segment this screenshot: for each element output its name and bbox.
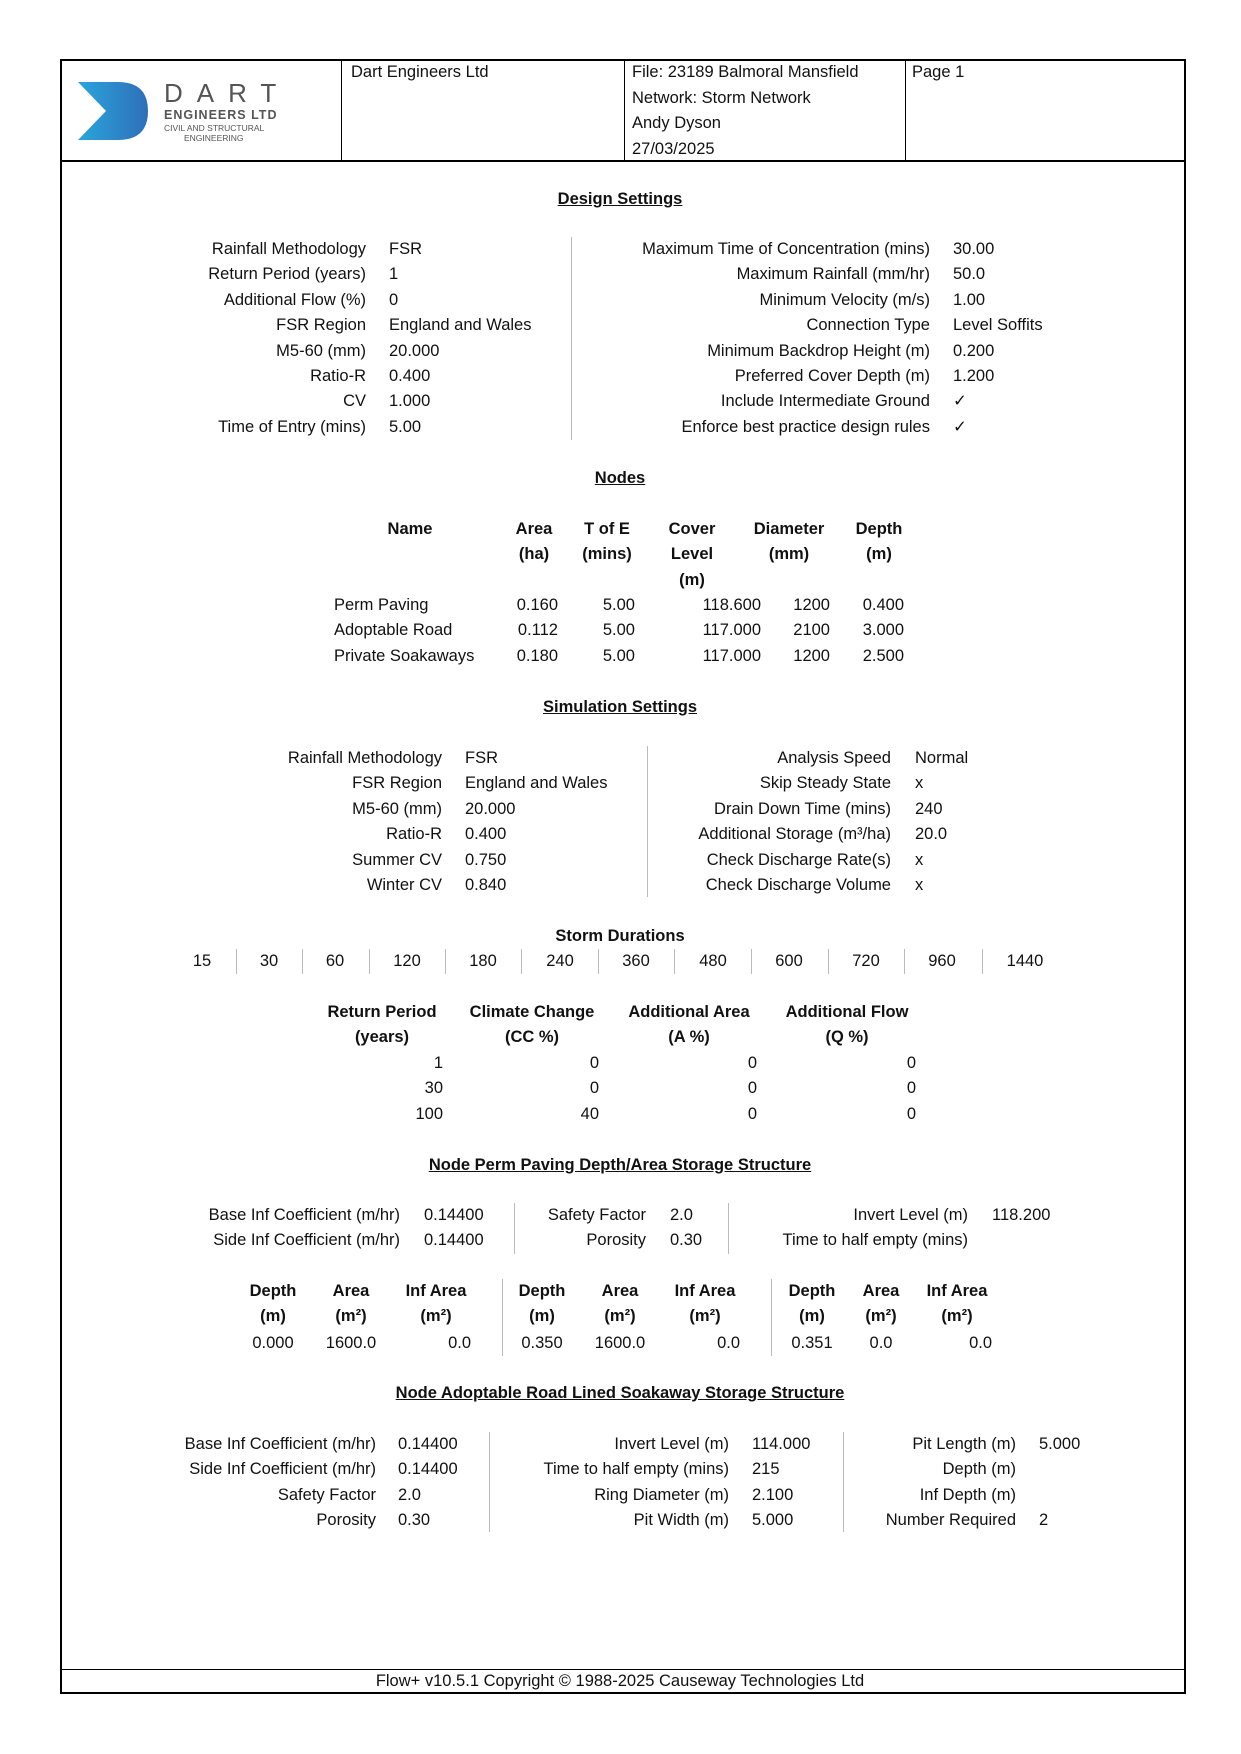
table-cell: 40	[580, 1104, 599, 1123]
dart-logo	[66, 70, 330, 152]
table-header: Inf Area	[405, 1282, 467, 1300]
table-cell: 0	[589, 1054, 599, 1072]
setting-value: 0.14400	[398, 1435, 458, 1453]
table-cell: 5.00	[602, 646, 635, 665]
setting-label: Ratio-R	[386, 825, 442, 844]
section-title-adoptable-road: Node Adoptable Road Lined Soakaway Storage Structure	[395, 1384, 845, 1402]
column-divider	[647, 746, 648, 897]
setting-label: FSR Region	[352, 774, 442, 793]
setting-value: 0.200	[953, 341, 995, 360]
duration-divider	[236, 949, 237, 974]
svg-text:ENGINEERS LTD: ENGINEERS LTD	[164, 108, 278, 122]
table-cell: 0	[747, 1104, 757, 1123]
duration-divider	[828, 949, 829, 974]
setting-label: Pit Width (m)	[633, 1511, 729, 1530]
table-cell: 0.0	[448, 1334, 471, 1352]
section-title-nodes: Nodes	[594, 469, 646, 487]
footer-copyright: Flow+ v10.5.1 Copyright © 1988-2025 Causeway Technologies Ltd	[375, 1672, 865, 1690]
setting-label: Base Inf Coefficient (m/hr)	[208, 1206, 400, 1224]
table-header: (mins)	[582, 545, 632, 564]
duration-divider	[904, 949, 905, 974]
setting-value: FSR	[389, 240, 422, 258]
setting-label: Minimum Velocity (m/s)	[759, 290, 930, 309]
setting-value: 20.000	[389, 341, 440, 360]
duration-divider	[521, 949, 522, 974]
table-header: (m²)	[420, 1307, 452, 1326]
setting-label: Side Inf Coefficient (m/hr)	[189, 1460, 376, 1479]
table-cell: 2100	[793, 621, 830, 640]
setting-label: Drain Down Time (mins)	[714, 799, 891, 818]
table-cell: 30	[424, 1079, 443, 1098]
setting-label: Additional Flow (%)	[223, 290, 366, 309]
duration-divider	[982, 949, 983, 974]
setting-label: Invert Level (m)	[853, 1206, 968, 1224]
table-cell: 1200	[793, 646, 830, 665]
table-header: (m²)	[335, 1307, 367, 1326]
table-cell: 0.350	[521, 1334, 563, 1352]
storm-duration: 180	[469, 952, 497, 970]
network-name: Network: Storm Network	[632, 88, 811, 107]
table-header: (A %)	[668, 1028, 710, 1047]
table-header: (mm)	[768, 545, 810, 564]
storm-duration: 960	[928, 952, 956, 970]
table-header: Depth	[249, 1282, 297, 1300]
setting-value: ✓	[953, 392, 967, 411]
table-cell: 100	[415, 1104, 443, 1123]
table-header: Inf Area	[674, 1282, 736, 1300]
setting-value: 0.400	[465, 825, 507, 844]
header-col-divider	[624, 59, 625, 161]
table-cell: 1200	[793, 596, 830, 614]
column-divider	[571, 237, 572, 440]
setting-label: Maximum Time of Concentration (mins)	[642, 240, 930, 258]
setting-value: England and Wales	[465, 774, 608, 793]
setting-value: 1.200	[953, 367, 995, 385]
svg-text:ENGINEERING: ENGINEERING	[184, 133, 244, 143]
setting-label: Time to half empty (mins)	[543, 1460, 729, 1479]
table-header: (m)	[529, 1307, 555, 1326]
table-cell: 0.112	[517, 621, 558, 640]
node-name: Adoptable Road	[334, 621, 453, 640]
setting-value: 2	[1039, 1511, 1049, 1530]
table-header: Inf Area	[926, 1282, 988, 1300]
column-divider	[843, 1432, 844, 1532]
column-divider	[771, 1279, 772, 1356]
setting-value: ✓	[953, 417, 967, 436]
column-divider	[489, 1432, 490, 1532]
table-cell: 3.000	[862, 621, 904, 640]
table-header: Additional Flow	[785, 1003, 909, 1021]
header-col-divider	[341, 59, 342, 161]
node-name: Private Soakaways	[334, 646, 475, 665]
setting-label: Additional Storage (m³/ha)	[698, 825, 891, 844]
file-name: File: 23189 Balmoral Mansfield	[632, 63, 859, 81]
setting-label: Maximum Rainfall (mm/hr)	[736, 265, 930, 284]
setting-label: Inf Depth (m)	[919, 1485, 1016, 1504]
table-cell: 0.0	[969, 1334, 992, 1352]
table-header: (m)	[679, 570, 705, 589]
setting-label: Rainfall Methodology	[211, 240, 366, 258]
header-col-divider	[905, 59, 906, 161]
table-header: Depth	[855, 520, 903, 538]
column-divider	[502, 1279, 503, 1356]
setting-label: Include Intermediate Ground	[720, 392, 930, 411]
setting-label: Porosity	[586, 1231, 646, 1250]
table-cell: 0.180	[516, 646, 558, 665]
table-header: (m)	[799, 1307, 825, 1326]
storm-duration: 30	[259, 952, 279, 970]
table-cell: 0.351	[791, 1334, 833, 1352]
duration-divider	[445, 949, 446, 974]
setting-value: 0.400	[389, 367, 431, 385]
setting-value: 0.750	[465, 850, 507, 869]
table-header: T of E	[584, 520, 630, 538]
author: Andy Dyson	[632, 114, 721, 132]
table-header: Additional Area	[628, 1003, 750, 1021]
setting-label: Ring Diameter (m)	[594, 1485, 729, 1504]
setting-label: Check Discharge Rate(s)	[706, 850, 891, 869]
setting-value: 2.0	[398, 1485, 421, 1504]
duration-divider	[598, 949, 599, 974]
table-cell: 5.00	[602, 621, 635, 640]
storm-duration: 600	[775, 952, 803, 970]
setting-label: CV	[343, 392, 366, 411]
setting-value: Normal	[915, 749, 969, 767]
table-cell: 2.500	[862, 646, 904, 665]
table-cell: 0	[747, 1079, 757, 1098]
table-header: Return Period	[327, 1003, 437, 1021]
table-cell: 1	[433, 1054, 443, 1072]
table-header: Depth	[788, 1282, 836, 1300]
table-header: Area	[862, 1282, 900, 1300]
table-cell: 1600.0	[594, 1334, 646, 1352]
setting-label: Safety Factor	[277, 1485, 376, 1504]
table-cell: 0.0	[869, 1334, 893, 1352]
setting-label: M5-60 (mm)	[276, 341, 366, 360]
table-header: (Q %)	[825, 1028, 869, 1047]
table-cell: 0.0	[717, 1334, 740, 1352]
setting-value: 1.00	[953, 290, 986, 309]
table-header: (m²)	[941, 1307, 973, 1326]
section-title-simulation-settings: Simulation Settings	[542, 698, 698, 716]
setting-value: x	[915, 774, 924, 793]
storm-duration: 240	[546, 952, 574, 970]
table-header: Cover	[668, 520, 716, 538]
setting-value: 5.000	[752, 1511, 794, 1530]
storm-duration: 720	[852, 952, 880, 970]
setting-label: Time to half empty (mins)	[782, 1231, 968, 1250]
footer-divider	[60, 1669, 1186, 1670]
table-cell: 0.400	[862, 596, 904, 614]
table-header: Area	[601, 1282, 639, 1300]
setting-value: 0.840	[465, 876, 507, 894]
setting-value: 0.14400	[398, 1460, 458, 1479]
date: 27/03/2025	[632, 139, 715, 158]
setting-label: Side Inf Coefficient (m/hr)	[213, 1231, 400, 1250]
table-header: (m²)	[689, 1307, 721, 1326]
setting-value: 50.0	[953, 265, 986, 284]
header-divider	[60, 160, 1186, 162]
storm-duration: 1440	[1006, 952, 1044, 970]
setting-value: Level Soffits	[953, 316, 1043, 335]
setting-value: 240	[915, 799, 943, 818]
setting-value: 2.0	[670, 1206, 693, 1224]
section-title-perm-paving: Node Perm Paving Depth/Area Storage Structure	[428, 1156, 812, 1174]
setting-label: Time of Entry (mins)	[218, 417, 366, 436]
setting-value: 118.200	[992, 1206, 1051, 1224]
setting-label: M5-60 (mm)	[352, 799, 442, 818]
setting-value: x	[915, 850, 924, 869]
setting-label: Base Inf Coefficient (m/hr)	[184, 1435, 376, 1453]
table-cell: 0	[906, 1079, 916, 1098]
storm-duration: 15	[192, 952, 212, 970]
storm-duration: 480	[699, 952, 727, 970]
setting-label: Skip Steady State	[759, 774, 891, 793]
table-header: Area	[515, 520, 553, 538]
table-header: (m)	[260, 1307, 286, 1326]
setting-value: 2.100	[752, 1485, 794, 1504]
table-cell: 117.000	[702, 621, 761, 640]
table-cell: 0	[589, 1079, 599, 1098]
setting-value: 0	[389, 290, 399, 309]
header-info	[632, 60, 859, 162]
setting-value: 1.000	[389, 392, 431, 411]
table-header: Level	[670, 545, 714, 564]
table-header: (CC %)	[504, 1028, 560, 1047]
table-cell: 118.600	[702, 596, 761, 614]
section-title-design-settings: Design Settings	[557, 190, 683, 208]
setting-label: Connection Type	[806, 316, 930, 335]
table-header: (years)	[354, 1028, 410, 1047]
setting-value: England and Wales	[389, 316, 532, 335]
setting-label: Winter CV	[366, 876, 442, 894]
setting-label: Rainfall Methodology	[287, 749, 442, 767]
table-cell: 0.160	[516, 596, 558, 614]
duration-divider	[369, 949, 370, 974]
table-cell: 0	[747, 1054, 757, 1072]
setting-value: 5.000	[1039, 1435, 1081, 1453]
setting-value: 215	[752, 1460, 780, 1479]
setting-label: Check Discharge Volume	[705, 876, 891, 894]
svg-text:DART: DART	[164, 78, 291, 108]
company-name: Dart Engineers Ltd	[351, 63, 489, 81]
setting-label: Depth (m)	[942, 1460, 1016, 1479]
page-number: Page 1	[912, 63, 965, 81]
setting-value: 114.000	[752, 1435, 811, 1453]
storm-duration: 60	[325, 952, 345, 970]
table-cell: 0	[906, 1054, 916, 1072]
setting-label: Ratio-R	[310, 367, 366, 385]
setting-label: Summer CV	[352, 850, 442, 869]
setting-value: FSR	[465, 749, 498, 767]
setting-label: Safety Factor	[547, 1206, 646, 1224]
setting-value: x	[915, 876, 924, 894]
setting-label: Minimum Backdrop Height (m)	[707, 341, 930, 360]
setting-label: Return Period (years)	[208, 265, 366, 284]
column-divider	[728, 1203, 729, 1254]
table-cell: 0	[906, 1104, 916, 1123]
setting-value: 1	[389, 265, 399, 284]
table-header: (m)	[866, 545, 892, 564]
table-header: Climate Change	[469, 1003, 595, 1021]
table-cell: 5.00	[602, 596, 635, 614]
setting-label: Porosity	[316, 1511, 376, 1530]
setting-value: 5.00	[389, 417, 422, 436]
duration-divider	[674, 949, 675, 974]
storm-duration: 120	[393, 952, 421, 970]
storm-durations-title: Storm Durations	[555, 927, 685, 945]
table-header: (ha)	[518, 545, 550, 564]
table-cell: 117.000	[702, 646, 761, 665]
setting-label: Preferred Cover Depth (m)	[734, 367, 930, 385]
setting-value: 30.00	[953, 240, 995, 258]
setting-label: Number Required	[885, 1511, 1016, 1530]
table-header: Depth	[518, 1282, 566, 1300]
storm-duration: 360	[622, 952, 650, 970]
setting-label: Invert Level (m)	[614, 1435, 729, 1453]
setting-value: 0.30	[670, 1231, 703, 1250]
setting-value: 20.0	[915, 825, 948, 844]
setting-value: 0.30	[398, 1511, 431, 1530]
setting-label: Enforce best practice design rules	[681, 417, 930, 436]
table-header: Area	[332, 1282, 370, 1300]
duration-divider	[751, 949, 752, 974]
setting-value: 0.14400	[424, 1206, 484, 1224]
setting-label: Analysis Speed	[777, 749, 891, 767]
svg-text:CIVIL AND STRUCTURAL: CIVIL AND STRUCTURAL	[164, 123, 265, 133]
table-cell: 1600.0	[325, 1334, 377, 1352]
table-header: Name	[387, 520, 433, 538]
node-name: Perm Paving	[334, 596, 429, 614]
table-cell: 0.000	[252, 1334, 294, 1352]
column-divider	[514, 1203, 515, 1254]
table-header: (m²)	[604, 1307, 636, 1326]
table-header: (m²)	[865, 1307, 897, 1326]
setting-label: FSR Region	[276, 316, 366, 335]
duration-divider	[302, 949, 303, 974]
setting-label: Pit Length (m)	[912, 1435, 1016, 1453]
setting-value: 0.14400	[424, 1231, 484, 1250]
setting-value: 20.000	[465, 799, 516, 818]
table-header: Diameter	[753, 520, 825, 538]
